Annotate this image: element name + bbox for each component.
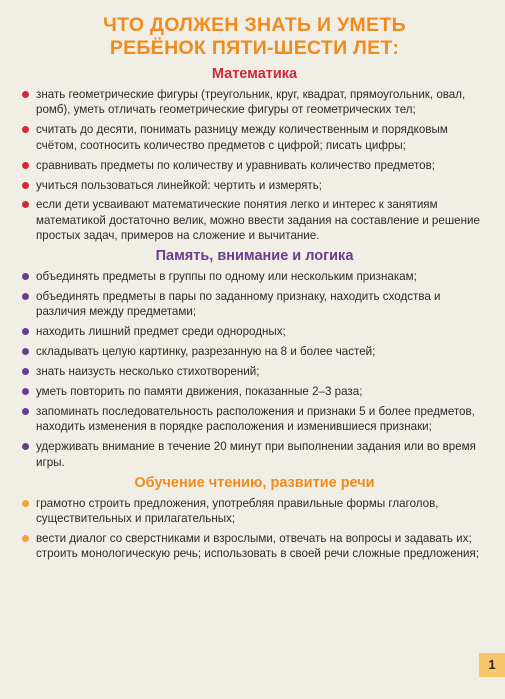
section-heading-math: Математика <box>211 66 298 82</box>
section-heading-memory: Память, внимание и логика <box>155 248 354 265</box>
page-title-line-1: ЧТО ДОЛЖЕН ЗНАТЬ И УМЕТЬ <box>103 14 406 36</box>
bullet-icon <box>22 388 29 395</box>
bullet-icon <box>22 293 29 300</box>
bullet-icon <box>22 535 29 542</box>
list-item: складывать целую картинку, разрезанную на 8 и более частей; <box>22 344 487 359</box>
bullet-icon <box>22 328 29 335</box>
list-item: удерживать внимание в течение 20 минут при выполнении задания или во время игры. <box>22 439 487 470</box>
list-item: запоминать последовательность расположения и признаки 5 и более предметов, находить изменения в порядке расположения и изменившиеся признаки; <box>22 404 487 435</box>
list-item: уметь повторить по памяти движения, показанные 2–3 раза; <box>22 384 487 399</box>
list-item: находить лишний предмет среди однородных; <box>22 324 487 339</box>
list-item: если дети усваивают математические понятия легко и интерес к занятиям математикой достаточно велик, можно ввести задания на составление и решение простых задач, примеров на сложение и вычитание. <box>22 197 487 243</box>
section-heading-reading: Обучение чтению, развитие речи <box>134 474 375 491</box>
list-item: знать наизусть несколько стихотворений; <box>22 364 487 379</box>
bullet-icon <box>22 91 29 98</box>
bullet-icon <box>22 443 29 450</box>
bullet-icon <box>22 368 29 375</box>
section-math <box>22 66 487 244</box>
section-memory <box>22 248 487 470</box>
list-item: знать геометрические фигуры (треугольник, круг, квадрат, прямоугольник, овал, ромб), уметь отличать геометрические фигуры от геометрических тел; <box>22 87 487 118</box>
page-title <box>22 14 487 60</box>
memory-list <box>22 269 487 470</box>
math-list <box>22 87 487 244</box>
list-item: сравнивать предметы по количеству и уравнивать количество предметов; <box>22 158 487 173</box>
section-reading <box>22 475 487 562</box>
bullet-icon <box>22 201 29 208</box>
list-item: объединять предметы в группы по одному или нескольким признакам; <box>22 269 487 284</box>
list-item: вести диалог со сверстниками и взрослыми, отвечать на вопросы и задавать их; строить монологическую речь; использовать в своей речи сложные предложения; <box>22 531 487 562</box>
page-title-line-2: РЕБЁНОК ПЯТИ-ШЕСТИ ЛЕТ: <box>109 37 400 59</box>
bullet-icon <box>22 182 29 189</box>
bullet-icon <box>22 408 29 415</box>
list-item: грамотно строить предложения, употребляя правильные формы глаголов, существительных и прилагательных; <box>22 496 487 527</box>
list-item: объединять предметы в пары по заданному признаку, находить сходства и различия между предметами; <box>22 289 487 320</box>
bullet-icon <box>22 273 29 280</box>
bullet-icon <box>22 500 29 507</box>
bullet-icon <box>22 348 29 355</box>
bullet-icon <box>22 126 29 133</box>
list-item: считать до десяти, понимать разницу между количественным и порядковым счётом, соотносить количество предметов с цифрой; писать цифры; <box>22 122 487 153</box>
page-number: 1 <box>479 653 505 677</box>
bullet-icon <box>22 162 29 169</box>
list-item: учиться пользоваться линейкой: чертить и измерять; <box>22 178 487 193</box>
reading-list <box>22 496 487 562</box>
